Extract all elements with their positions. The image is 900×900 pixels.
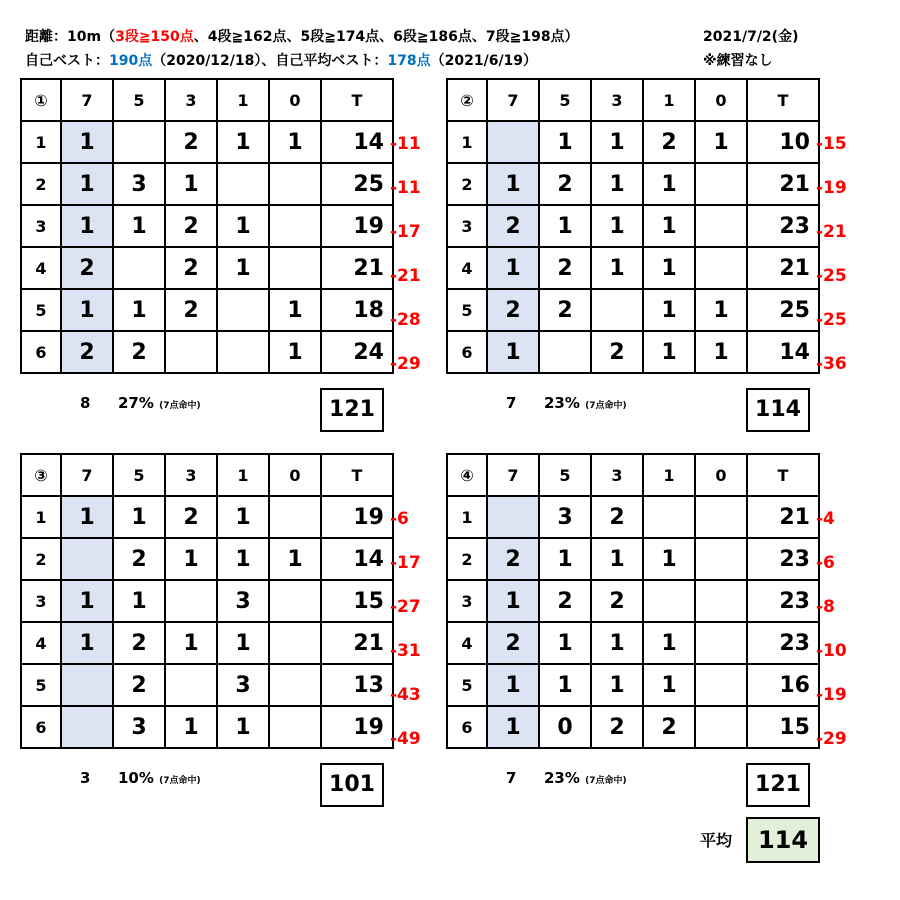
score-table xyxy=(20,453,394,749)
hit-count: 7 xyxy=(506,769,517,787)
round-number: 3 xyxy=(447,580,487,622)
round-total: 19 xyxy=(321,205,393,247)
score-table xyxy=(20,78,394,374)
round-total: 25 xyxy=(321,163,393,205)
score-cell: 1 xyxy=(61,289,113,331)
score-cell: 1 xyxy=(487,664,539,706)
round-total: 19 xyxy=(321,496,393,538)
column-header: 1 xyxy=(217,454,269,496)
score-cell: 1 xyxy=(269,538,321,580)
round-total: 25 xyxy=(747,289,819,331)
score-cell: 1 xyxy=(591,163,643,205)
score-cell: 1 xyxy=(643,205,695,247)
delta-value: -21 xyxy=(390,266,421,286)
delta-value: -27 xyxy=(390,597,421,617)
score-cell xyxy=(695,622,747,664)
table-row xyxy=(447,496,819,538)
hit-rate-percent: 23% xyxy=(544,394,580,412)
round-total: 23 xyxy=(747,205,819,247)
score-cell xyxy=(695,664,747,706)
table-row xyxy=(447,622,819,664)
round-total: 19 xyxy=(321,706,393,748)
table-row xyxy=(21,331,393,373)
score-cell: 1 xyxy=(61,121,113,163)
score-cell xyxy=(269,247,321,289)
delta-value: -25 xyxy=(816,266,847,286)
column-header: 1 xyxy=(643,79,695,121)
score-cell xyxy=(695,205,747,247)
score-cell: 1 xyxy=(695,289,747,331)
table-header-row xyxy=(21,454,393,496)
hit-count: 3 xyxy=(80,769,91,787)
score-cell: 2 xyxy=(165,121,217,163)
round-number: 6 xyxy=(447,331,487,373)
score-cell: 2 xyxy=(487,622,539,664)
score-cell: 1 xyxy=(591,622,643,664)
score-cell: 1 xyxy=(61,205,113,247)
round-number: 5 xyxy=(447,664,487,706)
round-total: 15 xyxy=(321,580,393,622)
score-cell: 2 xyxy=(487,289,539,331)
score-cell: 1 xyxy=(217,706,269,748)
column-header: 5 xyxy=(539,454,591,496)
table-row xyxy=(447,121,819,163)
column-header: 0 xyxy=(269,79,321,121)
score-cell: 1 xyxy=(61,580,113,622)
best-prefix: 自己ベスト： xyxy=(25,53,109,69)
score-cell: 1 xyxy=(113,205,165,247)
column-header: 1 xyxy=(643,454,695,496)
column-header: 0 xyxy=(695,79,747,121)
table-row xyxy=(447,163,819,205)
score-table xyxy=(446,78,820,374)
score-cell xyxy=(113,247,165,289)
score-cell xyxy=(695,247,747,289)
round-total: 21 xyxy=(321,622,393,664)
column-header: 0 xyxy=(269,454,321,496)
round-total: 21 xyxy=(321,247,393,289)
hit-rate xyxy=(118,769,201,787)
round-total: 15 xyxy=(747,706,819,748)
round-total: 21 xyxy=(747,163,819,205)
best-value: 190点 xyxy=(109,53,153,69)
column-header: T xyxy=(747,79,819,121)
score-cell xyxy=(695,163,747,205)
score-cell: 1 xyxy=(487,247,539,289)
score-cell: 2 xyxy=(487,538,539,580)
score-cell: 1 xyxy=(487,580,539,622)
round-number: 1 xyxy=(447,121,487,163)
score-cell xyxy=(487,496,539,538)
score-cell: 1 xyxy=(643,163,695,205)
best-date: （2020/12/18）、自己平均ベスト： xyxy=(152,53,388,69)
round-number: 5 xyxy=(447,289,487,331)
score-cell xyxy=(695,706,747,748)
score-cell: 2 xyxy=(165,205,217,247)
table-row xyxy=(21,289,393,331)
table-row xyxy=(21,580,393,622)
score-cell: 1 xyxy=(165,622,217,664)
round-number: 1 xyxy=(21,121,61,163)
score-cell: 2 xyxy=(61,247,113,289)
score-cell: 2 xyxy=(113,331,165,373)
practice-note: ※練習なし xyxy=(703,53,773,69)
avg-best-value: 178点 xyxy=(387,53,431,69)
score-cell xyxy=(269,580,321,622)
score-cell: 3 xyxy=(113,706,165,748)
distance-line xyxy=(25,26,579,46)
score-cell: 1 xyxy=(695,331,747,373)
delta-value: -25 xyxy=(816,310,847,330)
sheet-label: ② xyxy=(447,79,487,121)
sheet-label: ③ xyxy=(21,454,61,496)
score-cell: 2 xyxy=(113,538,165,580)
table-row xyxy=(21,706,393,748)
table-row xyxy=(21,121,393,163)
score-cell xyxy=(61,706,113,748)
score-cell: 2 xyxy=(61,331,113,373)
score-cell: 1 xyxy=(217,622,269,664)
delta-value: -11 xyxy=(390,134,421,154)
round-total: 16 xyxy=(747,664,819,706)
score-cell: 2 xyxy=(487,205,539,247)
round-number: 2 xyxy=(21,538,61,580)
distance-prefix: 距離：10m（ xyxy=(25,29,116,45)
score-cell: 1 xyxy=(539,538,591,580)
score-cell xyxy=(165,331,217,373)
round-number: 2 xyxy=(447,163,487,205)
delta-column xyxy=(816,122,868,386)
column-header: T xyxy=(747,454,819,496)
table-row xyxy=(447,289,819,331)
score-cell: 2 xyxy=(591,331,643,373)
score-cell: 2 xyxy=(539,163,591,205)
score-cell: 1 xyxy=(643,289,695,331)
score-cell: 2 xyxy=(591,496,643,538)
score-cell xyxy=(269,205,321,247)
score-cell: 1 xyxy=(487,331,539,373)
sheet-total: 101 xyxy=(320,763,384,807)
round-number: 3 xyxy=(21,205,61,247)
round-total: 23 xyxy=(747,580,819,622)
table-row xyxy=(447,247,819,289)
round-total: 14 xyxy=(321,121,393,163)
table-row xyxy=(21,664,393,706)
hit-rate xyxy=(544,394,627,412)
score-cell: 1 xyxy=(61,496,113,538)
score-cell: 2 xyxy=(165,496,217,538)
column-header: 7 xyxy=(61,454,113,496)
table-row xyxy=(447,706,819,748)
average-value: 114 xyxy=(746,817,820,863)
score-cell: 1 xyxy=(643,622,695,664)
round-number: 2 xyxy=(21,163,61,205)
score-cell: 1 xyxy=(217,247,269,289)
delta-column xyxy=(816,497,868,761)
score-cell: 1 xyxy=(591,664,643,706)
column-header: 3 xyxy=(165,79,217,121)
score-cell: 2 xyxy=(591,580,643,622)
score-cell: 2 xyxy=(165,247,217,289)
distance-requirements-rest: 、4段≧162点、5段≧174点、6段≧186点、7段≧198点） xyxy=(193,29,579,45)
delta-value: -11 xyxy=(390,178,421,198)
score-cell: 1 xyxy=(269,331,321,373)
hit-rate-note: (7点命中) xyxy=(159,776,201,786)
delta-value: -19 xyxy=(816,685,847,705)
hit-rate-percent: 10% xyxy=(118,769,154,787)
score-cell: 1 xyxy=(165,706,217,748)
delta-value: -4 xyxy=(816,509,835,529)
score-sheet-4 xyxy=(446,453,856,808)
score-cell: 3 xyxy=(113,163,165,205)
score-cell xyxy=(269,622,321,664)
delta-value: -21 xyxy=(816,222,847,242)
column-header: 5 xyxy=(113,454,165,496)
delta-value: -17 xyxy=(390,222,421,242)
round-total: 18 xyxy=(321,289,393,331)
sheet-total: 121 xyxy=(746,763,810,807)
score-cell xyxy=(217,163,269,205)
score-cell: 1 xyxy=(539,664,591,706)
delta-value: -36 xyxy=(816,354,847,374)
score-cell xyxy=(695,496,747,538)
column-header: 7 xyxy=(487,454,539,496)
score-cell: 2 xyxy=(643,121,695,163)
score-sheet-3 xyxy=(20,453,430,808)
score-cell: 3 xyxy=(217,664,269,706)
score-cell: 1 xyxy=(113,496,165,538)
hit-rate-note: (7点命中) xyxy=(585,401,627,411)
score-cell: 3 xyxy=(539,496,591,538)
column-header: 7 xyxy=(61,79,113,121)
sheet-total: 121 xyxy=(320,388,384,432)
round-number: 4 xyxy=(447,622,487,664)
hit-rate xyxy=(544,769,627,787)
score-cell xyxy=(217,289,269,331)
table-row xyxy=(447,205,819,247)
table-row xyxy=(21,538,393,580)
delta-value: -8 xyxy=(816,597,835,617)
score-cell: 1 xyxy=(113,289,165,331)
score-cell: 1 xyxy=(217,205,269,247)
score-cell: 3 xyxy=(217,580,269,622)
delta-value: -6 xyxy=(390,509,409,529)
column-header: 5 xyxy=(539,79,591,121)
hit-rate-note: (7点命中) xyxy=(159,401,201,411)
table-row xyxy=(21,496,393,538)
sheet-label: ① xyxy=(21,79,61,121)
round-number: 5 xyxy=(21,664,61,706)
score-cell xyxy=(643,580,695,622)
round-number: 5 xyxy=(21,289,61,331)
score-cell: 2 xyxy=(591,706,643,748)
column-header: 3 xyxy=(591,454,643,496)
delta-column xyxy=(390,497,442,761)
score-cell: 1 xyxy=(61,622,113,664)
round-total: 14 xyxy=(321,538,393,580)
date-label: 2021/7/2(金) xyxy=(703,29,799,45)
table-row xyxy=(447,331,819,373)
score-cell xyxy=(61,538,113,580)
average-label: 平均 xyxy=(700,831,733,850)
round-total: 24 xyxy=(321,331,393,373)
delta-value: -10 xyxy=(816,641,847,661)
score-cell: 1 xyxy=(539,205,591,247)
round-total: 10 xyxy=(747,121,819,163)
score-cell: 2 xyxy=(539,247,591,289)
score-cell xyxy=(695,580,747,622)
round-number: 4 xyxy=(21,622,61,664)
column-header: 3 xyxy=(165,454,217,496)
score-cell: 0 xyxy=(539,706,591,748)
score-cell: 1 xyxy=(165,163,217,205)
sheet-total: 114 xyxy=(746,388,810,432)
score-sheet-1 xyxy=(20,78,430,433)
round-number: 6 xyxy=(447,706,487,748)
hit-rate-percent: 27% xyxy=(118,394,154,412)
round-number: 2 xyxy=(447,538,487,580)
round-number: 1 xyxy=(21,496,61,538)
hit-count: 7 xyxy=(506,394,517,412)
hit-rate-note: (7点命中) xyxy=(585,776,627,786)
round-number: 6 xyxy=(21,331,61,373)
table-row xyxy=(21,622,393,664)
delta-value: -29 xyxy=(816,729,847,749)
score-cell xyxy=(269,496,321,538)
column-header: T xyxy=(321,79,393,121)
score-sheet-2 xyxy=(446,78,856,433)
score-cell xyxy=(217,331,269,373)
round-number: 3 xyxy=(21,580,61,622)
score-cell: 1 xyxy=(695,121,747,163)
sheet-label: ④ xyxy=(447,454,487,496)
column-header: 5 xyxy=(113,79,165,121)
table-row xyxy=(447,538,819,580)
score-cell xyxy=(165,580,217,622)
round-total: 14 xyxy=(747,331,819,373)
score-cell: 1 xyxy=(539,622,591,664)
delta-value: -43 xyxy=(390,685,421,705)
delta-column xyxy=(390,122,442,386)
score-cell: 2 xyxy=(113,664,165,706)
avg-best-date: （2021/6/19） xyxy=(430,53,538,69)
score-cell: 1 xyxy=(165,538,217,580)
score-cell: 1 xyxy=(487,163,539,205)
personal-best-line xyxy=(25,50,537,70)
delta-value: -6 xyxy=(816,553,835,573)
delta-value: -28 xyxy=(390,310,421,330)
distance-requirement-3dan: 3段≧150点 xyxy=(115,29,194,45)
round-total: 21 xyxy=(747,247,819,289)
column-header: T xyxy=(321,454,393,496)
table-row xyxy=(447,580,819,622)
score-cell: 1 xyxy=(217,121,269,163)
round-number: 6 xyxy=(21,706,61,748)
score-cell xyxy=(165,664,217,706)
score-cell: 1 xyxy=(643,538,695,580)
score-cell xyxy=(643,496,695,538)
score-cell: 1 xyxy=(591,247,643,289)
delta-value: -29 xyxy=(390,354,421,374)
hit-rate-percent: 23% xyxy=(544,769,580,787)
table-row xyxy=(21,205,393,247)
delta-value: -49 xyxy=(390,729,421,749)
table-header-row xyxy=(447,454,819,496)
table-header-row xyxy=(21,79,393,121)
score-cell: 1 xyxy=(113,580,165,622)
score-cell: 1 xyxy=(591,121,643,163)
table-row xyxy=(447,664,819,706)
score-cell: 1 xyxy=(591,205,643,247)
delta-value: -15 xyxy=(816,134,847,154)
score-cell: 1 xyxy=(643,331,695,373)
column-header: 7 xyxy=(487,79,539,121)
delta-value: -17 xyxy=(390,553,421,573)
table-row xyxy=(21,247,393,289)
round-number: 4 xyxy=(447,247,487,289)
score-cell: 2 xyxy=(643,706,695,748)
round-total: 23 xyxy=(747,538,819,580)
score-cell: 1 xyxy=(643,247,695,289)
score-cell xyxy=(113,121,165,163)
score-cell xyxy=(487,121,539,163)
hit-rate xyxy=(118,394,201,412)
score-cell xyxy=(591,289,643,331)
score-cell: 1 xyxy=(591,538,643,580)
round-number: 1 xyxy=(447,496,487,538)
table-header-row xyxy=(447,79,819,121)
score-cell: 1 xyxy=(487,706,539,748)
score-cell: 1 xyxy=(217,538,269,580)
score-cell xyxy=(269,664,321,706)
round-total: 23 xyxy=(747,622,819,664)
score-cell: 2 xyxy=(165,289,217,331)
score-cell: 1 xyxy=(61,163,113,205)
score-cell: 2 xyxy=(113,622,165,664)
score-cell: 1 xyxy=(217,496,269,538)
round-number: 3 xyxy=(447,205,487,247)
score-cell xyxy=(61,664,113,706)
column-header: 1 xyxy=(217,79,269,121)
score-cell: 1 xyxy=(539,121,591,163)
score-cell: 1 xyxy=(269,289,321,331)
score-cell: 1 xyxy=(643,664,695,706)
score-cell: 1 xyxy=(269,121,321,163)
round-total: 21 xyxy=(747,496,819,538)
score-cell xyxy=(695,538,747,580)
score-cell: 2 xyxy=(539,289,591,331)
delta-value: -31 xyxy=(390,641,421,661)
column-header: 0 xyxy=(695,454,747,496)
hit-count: 8 xyxy=(80,394,91,412)
score-cell xyxy=(539,331,591,373)
table-row xyxy=(21,163,393,205)
round-total: 13 xyxy=(321,664,393,706)
round-number: 4 xyxy=(21,247,61,289)
delta-value: -19 xyxy=(816,178,847,198)
score-cell xyxy=(269,163,321,205)
score-table xyxy=(446,453,820,749)
column-header: 3 xyxy=(591,79,643,121)
score-cell xyxy=(269,706,321,748)
score-cell: 2 xyxy=(539,580,591,622)
